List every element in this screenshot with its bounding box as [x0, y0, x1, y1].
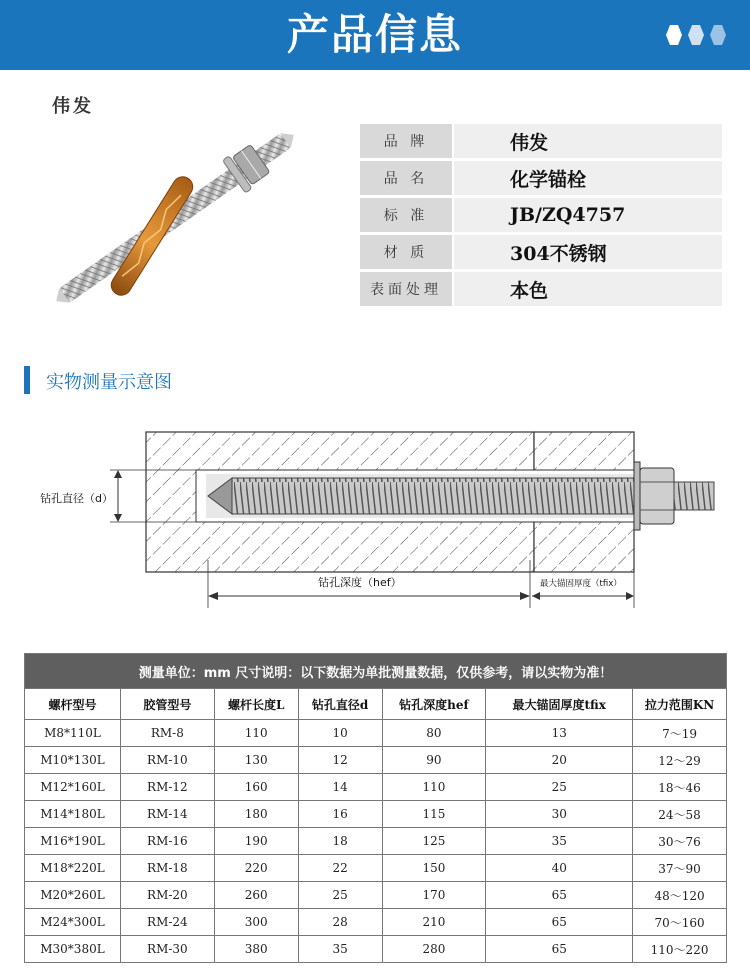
table-cell: RM-18	[120, 855, 214, 882]
column-header: 钻孔深度hef	[382, 689, 486, 720]
table-cell: 150	[382, 855, 486, 882]
table-cell: 110	[214, 720, 298, 747]
hexagon-decoration-icon	[664, 24, 734, 46]
section-accent-bar	[24, 366, 30, 394]
table-cell: M24*300L	[25, 909, 121, 936]
table-cell: 130	[214, 747, 298, 774]
table-cell: 35	[298, 936, 382, 963]
table-cell: 48～120	[633, 882, 727, 909]
spec-row-material	[360, 235, 722, 269]
table-cell: 25	[298, 882, 382, 909]
table-row	[25, 801, 727, 828]
table-cell: M20*260L	[25, 882, 121, 909]
table-cell: M12*160L	[25, 774, 121, 801]
table-cell: RM-20	[120, 882, 214, 909]
table-cell: 7～19	[633, 720, 727, 747]
table-row	[25, 828, 727, 855]
page-title: 产品信息	[286, 10, 463, 59]
spec-value: 化学锚栓	[454, 161, 722, 195]
table-cell: RM-8	[120, 720, 214, 747]
table-cell: 190	[214, 828, 298, 855]
table-cell: RM-14	[120, 801, 214, 828]
table-header-row	[25, 689, 727, 720]
table-cell: 280	[382, 936, 486, 963]
spec-label: 品 牌	[360, 124, 454, 158]
table-cell: 16	[298, 801, 382, 828]
column-header: 螺杆长度L	[214, 689, 298, 720]
table-cell: 28	[298, 909, 382, 936]
table-cell: RM-30	[120, 936, 214, 963]
table-cell: 180	[214, 801, 298, 828]
table-cell: 35	[486, 828, 633, 855]
table-cell: RM-24	[120, 909, 214, 936]
table-cell: 25	[486, 774, 633, 801]
table-cell: M18*220L	[25, 855, 121, 882]
table-cell: 65	[486, 882, 633, 909]
table-row	[25, 936, 727, 963]
spec-label: 表面处理	[360, 272, 454, 306]
table-row	[25, 909, 727, 936]
column-header: 钻孔直径d	[298, 689, 382, 720]
column-header: 螺杆型号	[25, 689, 121, 720]
spec-label: 品 名	[360, 161, 454, 195]
table-cell: 24～58	[633, 801, 727, 828]
spec-value: 本色	[454, 272, 722, 306]
table-cell: 65	[486, 936, 633, 963]
chemical-anchor-bolt-icon	[40, 118, 310, 318]
size-data-table	[24, 653, 727, 963]
table-cell: 110	[382, 774, 486, 801]
table-cell: 22	[298, 855, 382, 882]
spec-value: 伟发	[454, 124, 722, 158]
table-cell: 300	[214, 909, 298, 936]
table-cell: 37～90	[633, 855, 727, 882]
table-cell: 90	[382, 747, 486, 774]
table-row	[25, 855, 727, 882]
table-cell: RM-10	[120, 747, 214, 774]
table-row	[25, 882, 727, 909]
table-cell: M8*110L	[25, 720, 121, 747]
table-cell: 18	[298, 828, 382, 855]
table-note: 测量单位：mm 尺寸说明：以下数据为单批测量数据，仅供参考，请以实物为准！	[25, 654, 727, 689]
table-cell: 14	[298, 774, 382, 801]
table-note-row	[25, 654, 727, 689]
table-cell: RM-12	[120, 774, 214, 801]
table-row	[25, 774, 727, 801]
table-cell: 20	[486, 747, 633, 774]
brand-caption: 伟发	[52, 96, 94, 117]
table-cell: 170	[382, 882, 486, 909]
table-cell: 160	[214, 774, 298, 801]
spec-table	[360, 121, 722, 309]
table-cell: 110～220	[633, 936, 727, 963]
table-cell: 220	[214, 855, 298, 882]
table-cell: M30*380L	[25, 936, 121, 963]
measurement-diagram	[0, 410, 750, 625]
fixture-thickness-label: 最大锚固厚度（tfix）	[540, 579, 622, 589]
table-cell: 80	[382, 720, 486, 747]
table-cell: 125	[382, 828, 486, 855]
spec-value: 304不锈钢	[454, 235, 722, 269]
table-cell: 260	[214, 882, 298, 909]
table-cell: 30～76	[633, 828, 727, 855]
section-title: 实物测量示意图	[46, 372, 172, 393]
spec-label: 标 准	[360, 198, 454, 232]
table-cell: 70～160	[633, 909, 727, 936]
table-cell: 18～46	[633, 774, 727, 801]
table-cell: 12	[298, 747, 382, 774]
table-row	[25, 747, 727, 774]
table-cell: 380	[214, 936, 298, 963]
spec-row-brand	[360, 124, 722, 158]
spec-row-finish	[360, 272, 722, 306]
table-cell: M16*190L	[25, 828, 121, 855]
spec-value: JB/ZQ4757	[454, 198, 722, 232]
table-cell: M10*130L	[25, 747, 121, 774]
table-cell: 40	[486, 855, 633, 882]
spec-row-name	[360, 161, 722, 195]
table-cell: 65	[486, 909, 633, 936]
spec-row-standard	[360, 198, 722, 232]
depth-label: 钻孔深度（hef）	[318, 576, 402, 589]
table-cell: RM-16	[120, 828, 214, 855]
spec-label: 材 质	[360, 235, 454, 269]
table-cell: 13	[486, 720, 633, 747]
table-cell: M14*180L	[25, 801, 121, 828]
diameter-label: 钻孔直径（d）	[40, 492, 113, 505]
table-cell: 115	[382, 801, 486, 828]
table-cell: 12～29	[633, 747, 727, 774]
column-header: 拉力范围KN	[633, 689, 727, 720]
column-header: 最大锚固厚度tfix	[486, 689, 633, 720]
table-cell: 210	[382, 909, 486, 936]
table-cell: 10	[298, 720, 382, 747]
table-cell: 30	[486, 801, 633, 828]
column-header: 胶管型号	[120, 689, 214, 720]
table-row	[25, 720, 727, 747]
